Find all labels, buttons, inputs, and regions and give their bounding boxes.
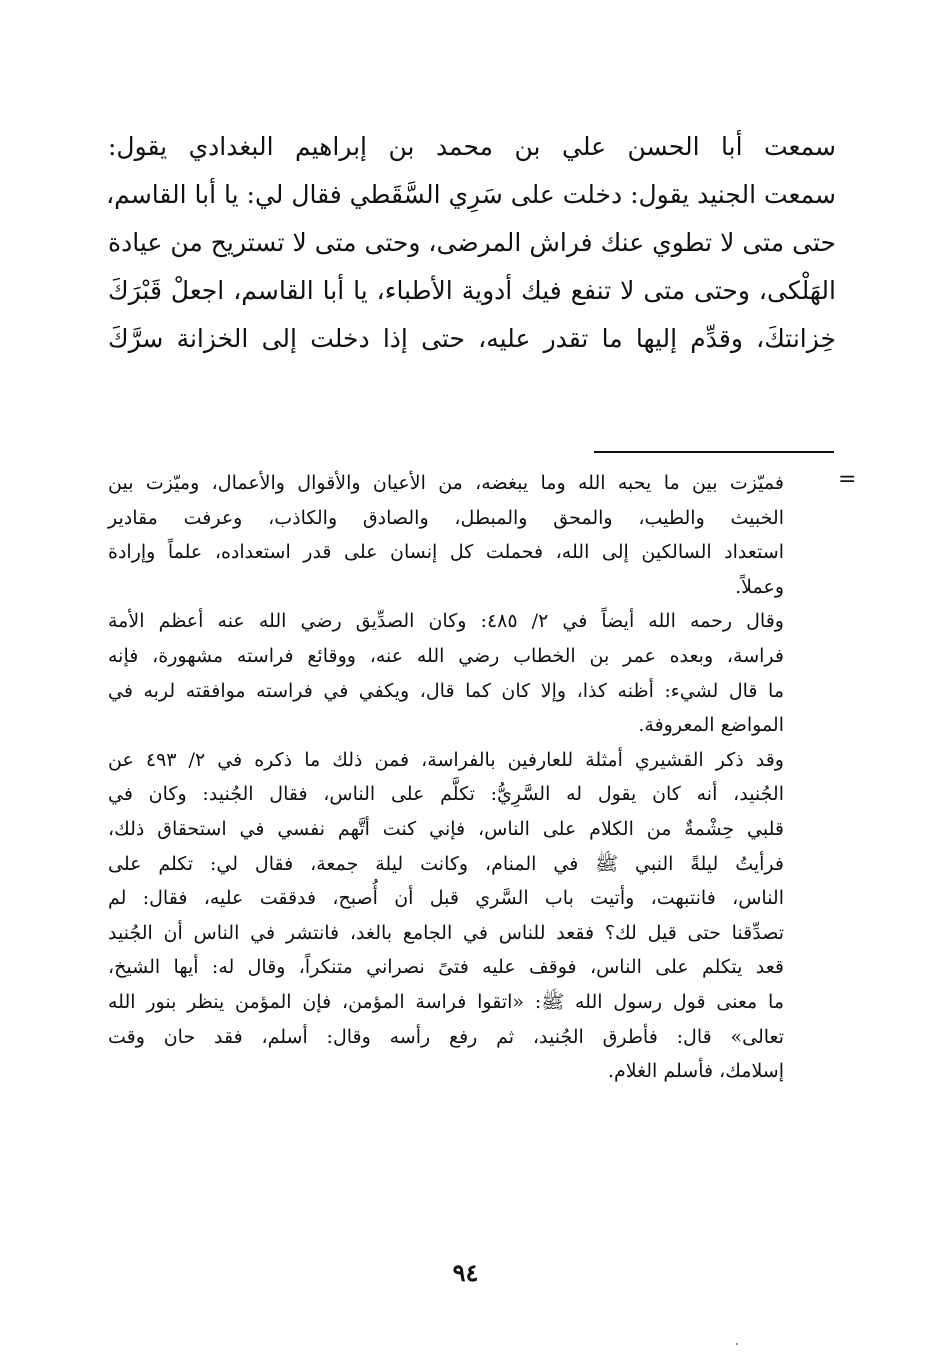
- footnote-line: فميّزت بين ما يحبه الله وما يبغضه، من الأعيان والأقوال والأعمال، وميّزت بين: [108, 472, 784, 494]
- footnote-separator: [594, 451, 834, 453]
- footnote-line: تصدِّقنا حتى قيل لك؟ فقعد للناس في الجامع بالغد، فانتشر في الناس أن الجُنيد: [108, 921, 784, 944]
- footnote-line: إسلامك، فأسلم الغلام.: [607, 1060, 784, 1083]
- page-number: ٩٤: [452, 1258, 479, 1287]
- footnote-continuation-mark: =: [838, 467, 857, 492]
- footnote-line: فراسة، وبعده عمر بن الخطاب رضي الله عنه، ووقائع فراسته مشهورة، فإنه: [108, 644, 784, 667]
- scan-speck: [736, 1343, 738, 1345]
- main-text-line: الهَلْكى، وحتى متى لا تنفع فيك أدوية الأطباء، يا أبا القاسم، اجعلْ قَبْرَكَ: [108, 276, 836, 305]
- footnote-line: المواضع المعروفة.: [638, 714, 784, 737]
- main-text-line: حتى متى لا تطوي عنك فراش المرضى، وحتى متى لا تستريح من عيادة: [108, 228, 836, 257]
- footnote-line: ما معنى قول رسول الله ﷺ: «اتقوا فراسة المؤمن، فإن المؤمن ينظر بنور الله: [108, 990, 784, 1013]
- footnote-line: قلبي حِشْمةٌ من الكلام على الناس، فإني كنت أتَّهم نفسي في استحقاق ذلك،: [108, 817, 784, 840]
- footnote-line: الناس، فانتبهت، وأتيت باب السَّري قبل أن أُصبح، فدققت عليه، فقال: لم: [108, 887, 784, 910]
- footnote-line: الجُنيد، أنه كان يقول له السَّرِيُّ: تكلَّم على الناس، فقال الجُنيد: وكان في: [108, 783, 784, 806]
- main-text-line: سمعت الجنيد يقول: دخلت على سَرِي السَّقَطي فقال لي: يا أبا القاسم،: [106, 180, 836, 209]
- footnote-line: ما قال لشيء: أظنه كذا، وإلا كان كما قال، ويكفي في فراسته موافقته لربه في: [108, 679, 784, 702]
- footnote-line: وقد ذكر القشيري أمثلة للعارفين بالفراسة، فمن ذلك ما ذكره في ٢/ ٤٩٣ عن: [108, 748, 784, 771]
- footnote-line: الخبيث والطيب، والمحق والمبطل، والصادق والكاذب، وعرفت مقادير: [108, 506, 784, 529]
- main-text-line: سمعت أبا الحسن علي بن محمد بن إبراهيم البغدادي يقول:: [108, 132, 836, 161]
- footnote-line: فرأيتُ ليلةً النبي ﷺ في المنام، وكانت ليلة جمعة، فقال لي: تكلم على: [108, 852, 784, 875]
- footnote-line: وعملاً.: [735, 575, 784, 598]
- footnote-line: قعد يتكلم على الناس، فوقف عليه فتىً نصراني متنكراً، وقال له: أيها الشيخ،: [108, 956, 784, 979]
- footnote-line: استعداد السالكين إلى الله، فحملت كل إنسان على قدر استعداده، علماً وإرادة: [108, 541, 784, 564]
- footnote-line: تعالى» قال: فأطرق الجُنيد، ثم رفع رأسه وقال: أسلم، فقد حان وقت: [108, 1025, 784, 1048]
- footnote-block: [108, 466, 784, 1089]
- footnote-line: وقال رحمه الله أيضاً في ٢/ ٤٨٥: وكان الصدِّيق رضي الله عنه أعظم الأمة: [108, 610, 784, 633]
- main-text-line: خِزانتكَ، وقدِّم إليها ما تقدر عليه، حتى إذا دخلت إلى الخزانة سرَّكَ: [108, 324, 836, 353]
- main-text: [108, 123, 836, 363]
